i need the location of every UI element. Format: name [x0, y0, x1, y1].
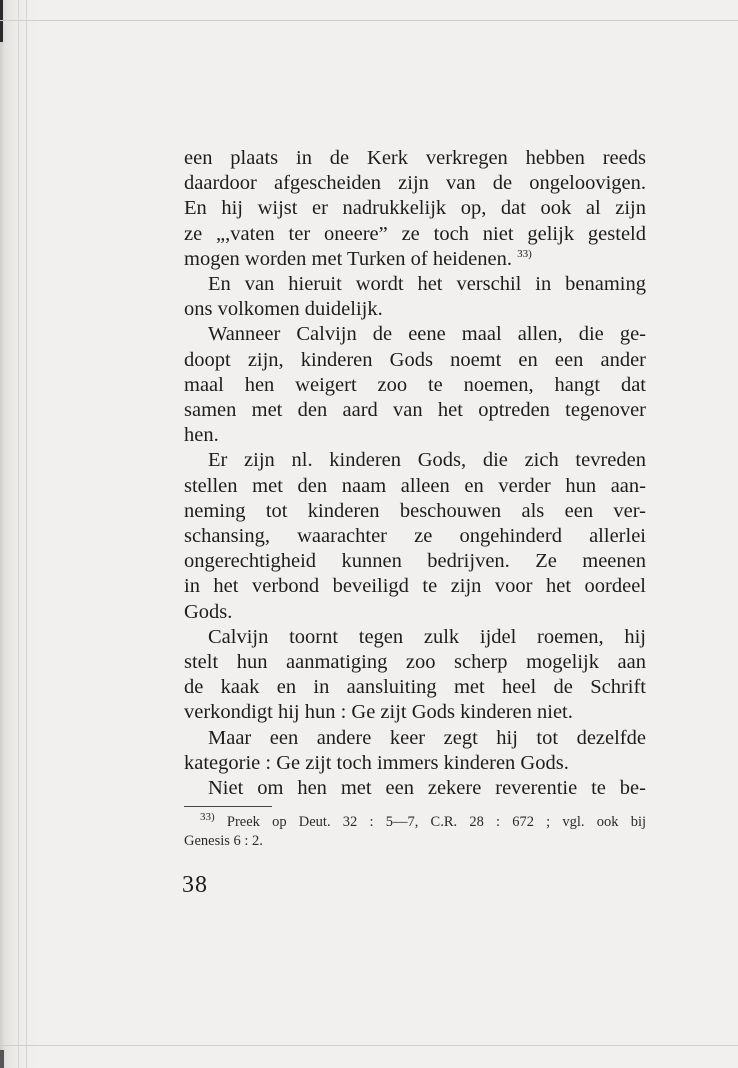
body-text — [184, 146, 646, 801]
text-line: samen met den aard van het optreden tegenover — [184, 399, 646, 422]
paragraph — [184, 272, 646, 322]
text-line: doopt zijn, kinderen Gods noemt en een ander — [184, 348, 646, 371]
text-line: een plaats in de Kerk verkregen hebben reeds — [184, 147, 646, 169]
text-line: de kaak en in aansluiting met heel de Schrift — [184, 676, 646, 699]
text-line: Gods. — [184, 600, 233, 623]
footnote-reference: 33) — [517, 247, 532, 260]
text-line: Niet om hen met een zekere reverentie te be- — [208, 777, 646, 800]
footnote-marker: 33) — [200, 811, 215, 824]
text-line: En van hieruit wordt het verschil in benaming — [208, 273, 646, 296]
text-line: schansing, waarachter ze ongehinderd allerlei — [184, 525, 646, 548]
footnote-text: Preek op Deut. 32 : 5—7, C.R. 28 : 672 ; vgl. ook bij — [226, 814, 647, 830]
footnote-line: Genesis 6 : 2. — [184, 832, 263, 849]
text-line: daardoor afgescheiden zijn van de ongeloovigen. — [184, 172, 646, 195]
text-line: Calvijn toornt tegen zulk ijdel roemen, hij — [208, 625, 646, 648]
page-edge-left — [18, 0, 19, 1068]
text-line: neming tot kinderen beschouwen als een ver- — [184, 499, 646, 522]
text-line: Er zijn nl. kinderen Gods, die zich tevreden — [208, 449, 646, 472]
page-edge-top — [0, 20, 738, 21]
text-line: verkondigt hij hun : Ge zijt Gods kinderen niet. — [184, 701, 573, 724]
footnote-divider — [184, 806, 272, 807]
text-line: Wanneer Calvijn de eene maal allen, die ge- — [208, 323, 646, 346]
text-line: hen. — [184, 424, 219, 447]
paragraph — [184, 146, 646, 272]
paragraph — [184, 322, 646, 448]
text-line — [184, 247, 646, 272]
text-line: stelt hun aanmatiging zoo scherp mogelijk aan — [184, 651, 646, 674]
text-line: Maar een andere keer zegt hij tot dezelfde — [208, 726, 646, 749]
text-line: maal hen weigert zoo te noemen, hangt dat — [184, 373, 646, 396]
paragraph — [184, 448, 646, 624]
text-line: ongerechtigheid kunnen bedrijven. Ze meenen — [184, 550, 646, 573]
scan-mark — [0, 1050, 4, 1068]
text-line-content: mogen worden met Turken of heidenen. — [184, 247, 512, 270]
footnote — [184, 813, 646, 850]
page-edge-bottom — [0, 1045, 738, 1046]
page-number: 38 — [182, 872, 208, 898]
book-binding-edge — [0, 0, 40, 1068]
paragraph — [184, 726, 646, 776]
text-line: ze „,vaten ter oneere” ze toch niet gelijk gesteld — [184, 222, 646, 245]
footnote-line — [184, 813, 646, 832]
text-line: kategorie : Ge zijt toch immers kinderen Gods. — [184, 751, 569, 774]
text-line: stellen met den naam alleen en verder hun aan- — [184, 474, 646, 497]
text-line: ons volkomen duidelijk. — [184, 298, 383, 321]
text-line: in het verbond beveiligd te zijn voor het oordeel — [184, 575, 646, 598]
text-line: En hij wijst er nadrukkelijk op, dat ook al zijn — [184, 197, 646, 220]
paragraph — [184, 776, 646, 801]
paragraph — [184, 625, 646, 726]
page-edge-left — [26, 0, 27, 1068]
